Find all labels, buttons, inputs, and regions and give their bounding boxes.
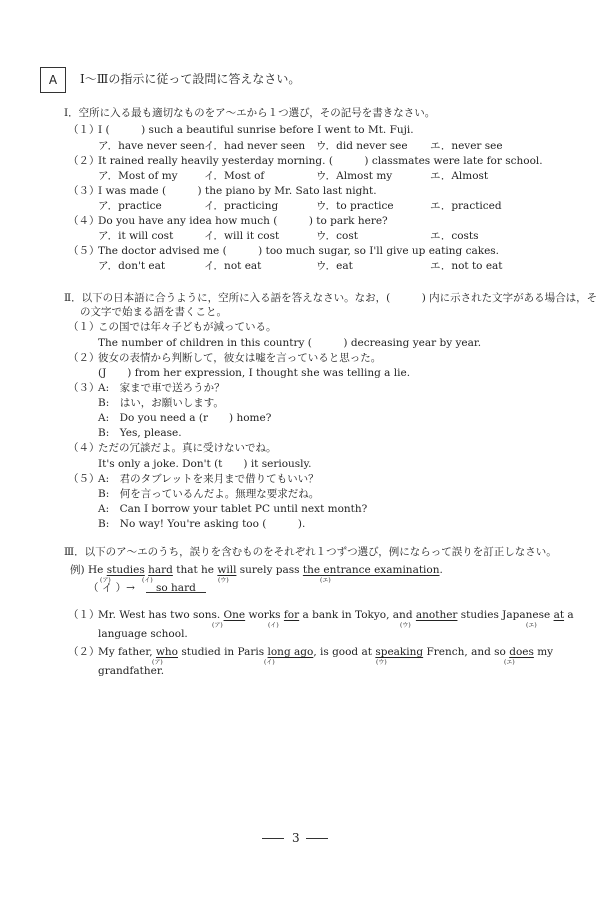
plain-text: studied in Paris: [181, 646, 265, 658]
dialogue-line: B: 何を言っているんだよ。無理な要求だね。: [98, 488, 320, 500]
english-sentence: The number of children in this country ( ) decreasing year by year.: [98, 337, 482, 349]
marker-a: (ア): [152, 659, 163, 666]
marker-b: (イ): [268, 622, 279, 629]
question-number: （２）: [68, 646, 100, 658]
choice-b: イ．practicing: [204, 200, 279, 212]
question-text: I ( ) such a beautiful sunrise before I went to Mt. Fuji.: [98, 124, 414, 136]
question-number: （３）: [68, 185, 100, 197]
underlined-a: One: [223, 609, 246, 621]
example-label: 例): [70, 564, 85, 576]
english-sentence: (J ) from her expression, I thought she was telling a lie.: [98, 367, 411, 379]
question-sentence-cont: grandfather.: [98, 665, 165, 677]
example-answer: so hard: [156, 582, 196, 594]
example-underlined-d: the entrance examination: [302, 564, 440, 576]
choice-c: ウ．did never see: [316, 140, 408, 152]
choice-a: ア．practice: [98, 200, 162, 212]
choice-d: エ．not to eat: [430, 260, 503, 272]
marker-b: (イ): [142, 577, 153, 584]
marker-a: (ア): [100, 577, 111, 584]
choice-a: ア．it will cost: [98, 230, 174, 242]
question-number: （５）: [68, 473, 100, 485]
choice-b: イ．Most of: [204, 170, 265, 182]
marker-c: (ウ): [400, 622, 411, 629]
footer-dash-left: [262, 838, 284, 839]
marker-c: (ウ): [376, 659, 387, 666]
dialogue-line: A: 家まで車で送ろうか？: [98, 382, 225, 394]
dialogue-line: A: 君のタブレットを来月まで借りてもいい？: [98, 473, 319, 485]
underlined-c: speaking: [375, 646, 424, 658]
dialogue-line: B: No way! You're asking too ( ).: [98, 518, 306, 530]
section-2-heading: Ⅱ．以下の日本語に合うように，空所に入る語を答えなさい。なお，( ) 内に示された文字がある場合は，そ: [64, 292, 598, 304]
japanese-sentence: この国では年々子どもが減っている。: [98, 321, 277, 333]
choice-d: エ．practiced: [430, 200, 502, 212]
choice-b: イ．had never seen: [204, 140, 306, 152]
dialogue-line: B: はい，お願いします。: [98, 397, 224, 409]
english-sentence: It's only a joke. Don't (t ) it seriously.: [98, 458, 312, 470]
plain-text: My father,: [98, 646, 153, 658]
question-number: （５）: [68, 245, 100, 257]
underlined-a: who: [155, 646, 178, 658]
section-box-label: A: [40, 67, 66, 93]
question-text: The doctor advised me ( ) too much sugar, so I'll give up eating cakes.: [98, 245, 500, 257]
example-underlined-c: will: [217, 564, 237, 576]
choice-a: ア．have never seen: [98, 140, 205, 152]
dialogue-line: A: Can I borrow your tablet PC until next month?: [98, 503, 368, 515]
plain-text: Mr. West has two sons.: [98, 609, 221, 621]
plain-text: a bank in Tokyo, and: [302, 609, 413, 621]
question-sentence-cont: language school.: [98, 628, 188, 640]
marker-c: (ウ): [218, 577, 229, 584]
choice-d: エ．never see: [430, 140, 503, 152]
dialogue-line: A: Do you need a (r ) home?: [98, 412, 272, 424]
page-number: 3: [292, 831, 300, 845]
choice-c: ウ．eat: [316, 260, 353, 272]
example-word: He: [88, 564, 104, 576]
question-number: （２）: [68, 352, 100, 364]
section-3-heading: Ⅲ．以下のア～エのうち，誤りを含むものをそれぞれ１つずつ選び，例にならって誤りを訂正しなさい。: [64, 546, 557, 558]
section-1-heading: Ⅰ．空所に入る最も適切なものをア～エから１つ選び，その記号を書きなさい。: [64, 107, 436, 119]
choice-c: ウ．to practice: [316, 200, 394, 212]
choice-a: ア．don't eat: [98, 260, 166, 272]
question-number: （２）: [68, 155, 100, 167]
question-text: Do you have any idea how much ( ) to park here?: [98, 215, 388, 227]
question-text: It rained really heavily yesterday morning. ( ) classmates were late for school.: [98, 155, 543, 167]
plain-text: works: [248, 609, 281, 621]
question-number: （１）: [68, 321, 100, 333]
choice-b: イ．not eat: [204, 260, 262, 272]
footer-dash-right: [306, 838, 328, 839]
underlined-b: long ago: [267, 646, 314, 658]
plain-text: French, and so: [426, 646, 506, 658]
plain-text: a: [567, 609, 574, 621]
plain-text: , is good at: [313, 646, 372, 658]
choice-b: イ．will it cost: [204, 230, 280, 242]
marker-d: (エ): [504, 659, 515, 666]
example-answer-label: （ イ ）→: [88, 582, 135, 594]
page-instruction: Ⅰ～Ⅲの指示に従って設問に答えなさい。: [80, 72, 301, 86]
underlined-b: for: [283, 609, 300, 621]
underlined-c: another: [415, 609, 458, 621]
marker-b: (イ): [264, 659, 275, 666]
underlined-d: does: [509, 646, 534, 658]
section-2-heading-cont: の文字で始まる語を書くこと。: [80, 306, 227, 318]
question-text: I was made ( ) the piano by Mr. Sato last night.: [98, 185, 377, 197]
choice-a: ア．Most of my: [98, 170, 178, 182]
japanese-sentence: ただの冗談だよ。真に受けないでね。: [98, 442, 277, 454]
example-word: surely pass: [239, 564, 300, 576]
example-underlined-a: studies: [106, 564, 145, 576]
question-number: （１）: [68, 124, 100, 136]
marker-d: (エ): [320, 577, 331, 584]
question-sentence: [98, 646, 553, 659]
question-number: （１）: [68, 609, 100, 621]
marker-d: (エ): [526, 622, 537, 629]
japanese-sentence: 彼女の表情から判断して，彼女は嘘を言っていると思った。: [98, 352, 382, 364]
choice-c: ウ．Almost my: [316, 170, 393, 182]
question-sentence: [98, 609, 574, 622]
underlined-d: at: [553, 609, 565, 621]
example-underlined-b: hard: [148, 564, 173, 576]
plain-text: my: [537, 646, 554, 658]
question-number: （４）: [68, 442, 100, 454]
example-period: .: [439, 564, 443, 576]
plain-text: studies Japanese: [460, 609, 551, 621]
example-sentence: [88, 564, 443, 577]
marker-a: (ア): [212, 622, 223, 629]
choice-c: ウ．cost: [316, 230, 358, 242]
choice-d: エ．costs: [430, 230, 479, 242]
question-number: （４）: [68, 215, 100, 227]
choice-d: エ．Almost: [430, 170, 489, 182]
question-number: （３）: [68, 382, 100, 394]
example-word: that he: [176, 564, 215, 576]
dialogue-line: B: Yes, please.: [98, 427, 182, 439]
